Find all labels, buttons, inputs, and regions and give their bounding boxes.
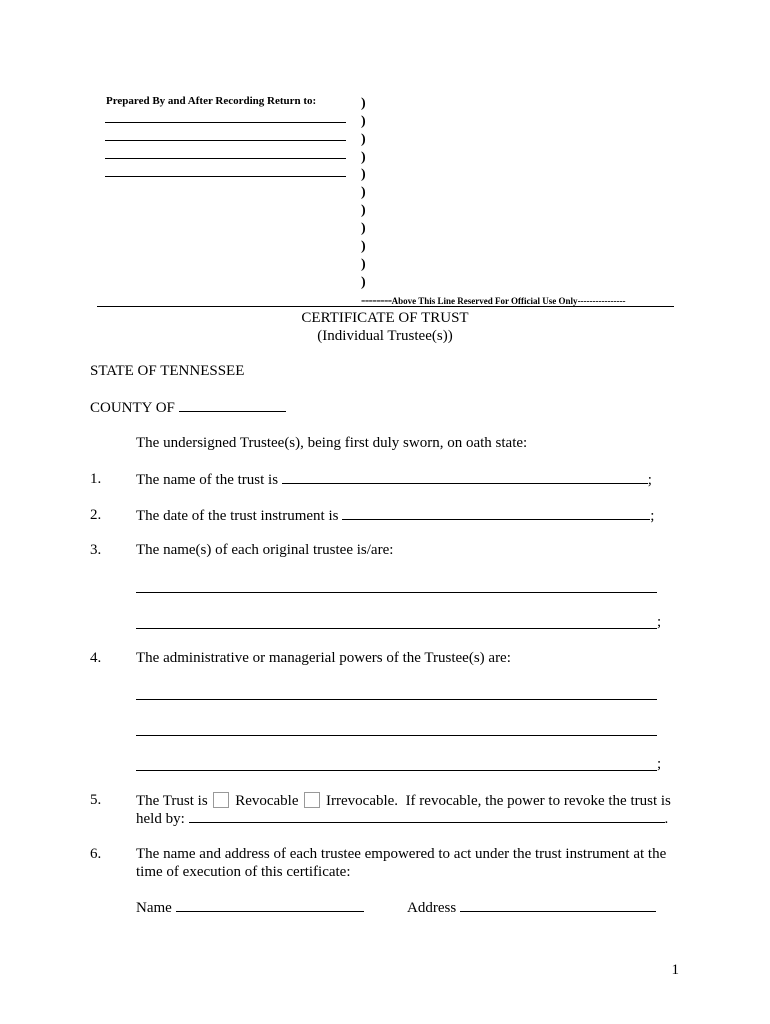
- item-2-label: The date of the trust instrument is: [136, 508, 339, 524]
- dash-leader: --------: [361, 292, 392, 307]
- item-5-number: 5.: [90, 792, 102, 808]
- item-2-number: 2.: [90, 507, 102, 523]
- trustee-name-field[interactable]: [176, 899, 364, 912]
- bracket-mark: ): [361, 221, 366, 236]
- period: .: [664, 811, 669, 827]
- original-trustee-line-1[interactable]: [136, 592, 657, 593]
- irrevocable-checkbox[interactable]: [304, 792, 320, 808]
- revocable-label: Revocable: [235, 793, 299, 809]
- item-1-number: 1.: [90, 471, 102, 487]
- irrevocable-label: Irrevocable.: [326, 793, 399, 809]
- return-address-line-2[interactable]: [105, 140, 346, 141]
- bracket-mark: ): [361, 257, 366, 272]
- bracket-mark: ): [361, 96, 366, 111]
- bracket-mark: ): [361, 150, 366, 165]
- item-1-text: [136, 471, 652, 489]
- trustee-powers-line-2[interactable]: [136, 735, 657, 736]
- bracket-mark: ): [361, 185, 366, 200]
- item-4-label: The administrative or managerial powers of the Trustee(s) are:: [136, 650, 511, 666]
- item-4-number: 4.: [90, 650, 102, 666]
- county-field[interactable]: [179, 399, 286, 412]
- return-address-line-3[interactable]: [105, 158, 346, 159]
- county-line: [90, 399, 286, 417]
- trustee-name-row: [136, 899, 364, 917]
- county-label: COUNTY OF: [90, 400, 175, 416]
- bracket-mark: ): [361, 114, 366, 129]
- trust-date-field[interactable]: [342, 507, 650, 520]
- state-line: STATE OF TENNESSEE: [90, 363, 245, 379]
- item-3-number: 3.: [90, 542, 102, 558]
- original-trustee-line-2[interactable]: [136, 628, 657, 629]
- address-label: Address: [407, 900, 457, 916]
- dash-trailer: ----------------: [577, 296, 626, 306]
- intro-statement: The undersigned Trustee(s), being first duly sworn, on oath state:: [136, 435, 528, 451]
- item-5-label: The Trust is: [136, 793, 208, 809]
- official-use-text: Above This Line Reserved For Official Use Only: [391, 296, 578, 306]
- document-subtitle: (Individual Trustee(s)): [317, 328, 453, 344]
- bracket-mark: ): [361, 275, 366, 290]
- semicolon: ;: [647, 472, 652, 488]
- bracket-mark: ): [361, 132, 366, 147]
- trustee-powers-line-1[interactable]: [136, 699, 657, 700]
- semicolon: ;: [650, 508, 655, 524]
- held-by-label: held by:: [136, 811, 185, 827]
- trustee-powers-line-3[interactable]: [136, 770, 657, 771]
- return-address-line-1[interactable]: [105, 122, 346, 123]
- document-title: CERTIFICATE OF TRUST: [301, 310, 469, 326]
- item-6-line-1: The name and address of each trustee empowered to act under the trust instrument at the: [136, 846, 667, 862]
- item-3-label: The name(s) of each original trustee is/are:: [136, 542, 394, 558]
- item-1-label: The name of the trust is: [136, 472, 279, 488]
- prepared-by-label: Prepared By and After Recording Return to:: [106, 95, 317, 107]
- item-5-line-1: [136, 792, 671, 810]
- page-number: 1: [671, 962, 679, 978]
- item-2-text: [136, 507, 654, 525]
- trustee-address-field[interactable]: [460, 899, 656, 912]
- item-6-line-2: time of execution of this certificate:: [136, 864, 351, 880]
- revocation-holder-field[interactable]: [189, 810, 665, 823]
- bracket-mark: ): [361, 203, 366, 218]
- trustee-address-row: [407, 899, 656, 917]
- official-use-rule: [97, 306, 674, 307]
- item-6-number: 6.: [90, 846, 102, 862]
- bracket-mark: ): [361, 239, 366, 254]
- trust-name-field[interactable]: [282, 471, 648, 484]
- item-5-line-2: [136, 810, 668, 828]
- item-5-revoke-text: If revocable, the power to revoke the trust is: [405, 793, 671, 809]
- name-label: Name: [136, 900, 172, 916]
- semicolon: ;: [657, 756, 662, 772]
- semicolon: ;: [657, 614, 662, 630]
- return-address-line-4[interactable]: [105, 176, 346, 177]
- revocable-checkbox[interactable]: [213, 792, 229, 808]
- bracket-mark: ): [361, 167, 366, 182]
